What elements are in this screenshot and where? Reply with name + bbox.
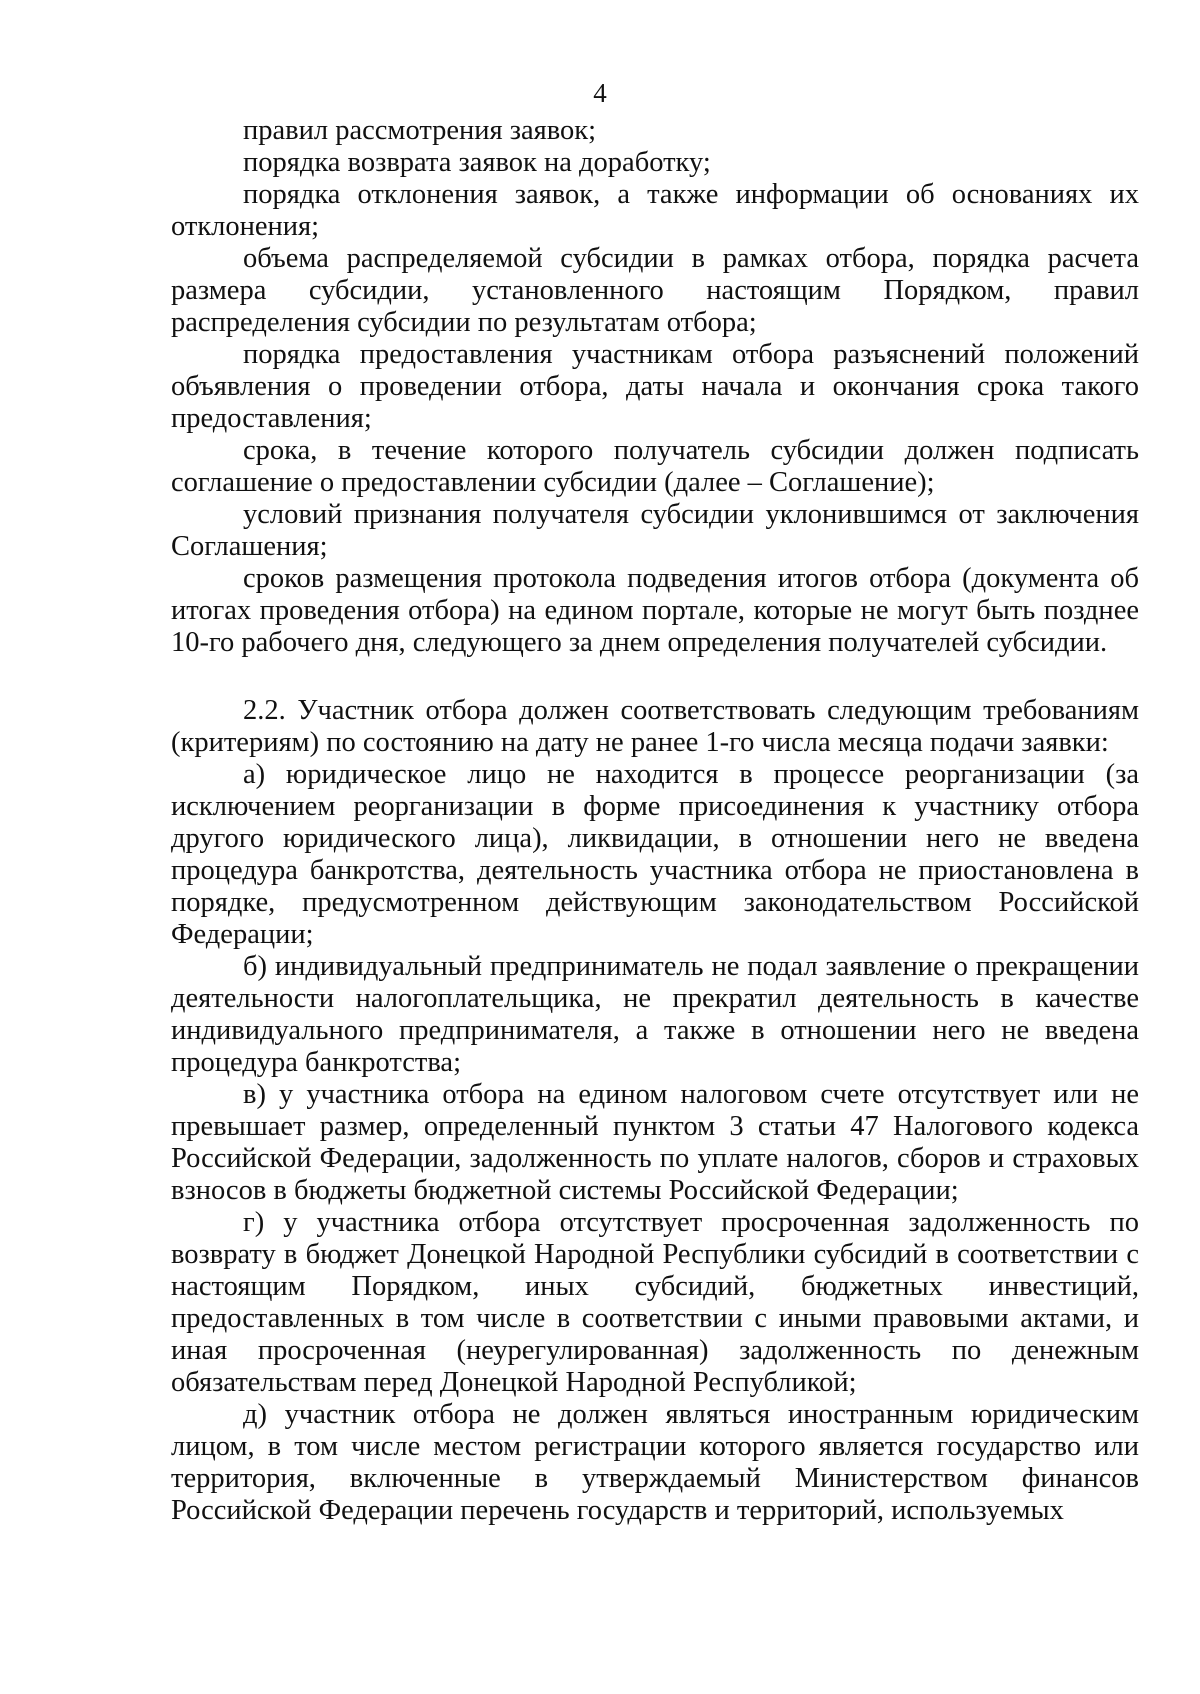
page-number: 4 — [593, 78, 607, 108]
paragraph-subsidy-volume: объема распределяемой субсидии в рамках отбора, порядка расчета размера субсидии, установленного настоящим Порядком, правил распределения субсидии по результатам отбора; — [171, 243, 1139, 338]
paragraph-item-d: д) участник отбора не должен являться иностранным юридическим лицом, в том числе местом регистрации которого является государство или территория, включенные в утверждаемый Министерством финансов Российской Федерации перечень государств и территорий, используемых — [171, 1399, 1139, 1526]
paragraph-item-a: а) юридическое лицо не находится в процессе реорганизации (за исключением реорганизации в форме присоединения к участнику отбора другого юридического лица), ликвидации, в отношении него не введена процедура банкротства, деятельность участника отбора не приостановлена в порядке, предусмотренном действующим законодательством Российской Федерации; — [171, 759, 1139, 950]
paragraph-section-2-2: 2.2. Участник отбора должен соответствовать следующим требованиям (критериям) по состоянию на дату не ранее 1-го числа месяца подачи заявки: — [171, 695, 1139, 758]
paragraph-review-rules: правил рассмотрения заявок; — [243, 115, 597, 146]
paragraph-rejection-order: порядка отклонения заявок, а также информации об основаниях их отклонения; — [171, 179, 1139, 242]
paragraph-item-g: г) у участника отбора отсутствует просроченная задолженность по возврату в бюджет Донецкой Народной Республики субсидий в соответствии с настоящим Порядком, иных субсидий, бюджетных инвестиций, предоставленных в том числе в соответствии с иными правовыми актами, и иная просроченная (неурегулированная) задолженность по денежным обязательствам перед Донецкой Народной Республикой; — [171, 1207, 1139, 1398]
paragraph-evasion-conditions: условий признания получателя субсидии уклонившимся от заключения Соглашения; — [171, 499, 1139, 562]
document-body — [171, 115, 1139, 1527]
paragraph-item-v: в) у участника отбора на едином налоговом счете отсутствует или не превышает размер, определенный пунктом 3 статьи 47 Налогового кодекса Российской Федерации, задолженность по уплате налогов, сборов и страховых взносов в бюджеты бюджетной системы Российской Федерации; — [171, 1079, 1139, 1206]
paragraph-item-b: б) индивидуальный предприниматель не подал заявление о прекращении деятельности налогоплательщика, не прекратил деятельность в качестве индивидуального предпринимателя, а также в отношении него не введена процедура банкротства; — [171, 951, 1139, 1078]
paragraph-clarifications: порядка предоставления участникам отбора разъяснений положений объявления о проведении отбора, даты начала и окончания срока такого предоставления; — [171, 339, 1139, 434]
paragraph-protocol-terms: сроков размещения протокола подведения итогов отбора (документа об итогах проведения отбора) на едином портале, которые не могут быть позднее 10-го рабочего дня, следующего за днем определения получателей субсидии. — [171, 563, 1139, 658]
paragraph-return-order: порядка возврата заявок на доработку; — [243, 147, 711, 178]
paragraph-agreement-term: срока, в течение которого получатель субсидии должен подписать соглашение о предоставлении субсидии (далее – Соглашение); — [171, 435, 1139, 498]
